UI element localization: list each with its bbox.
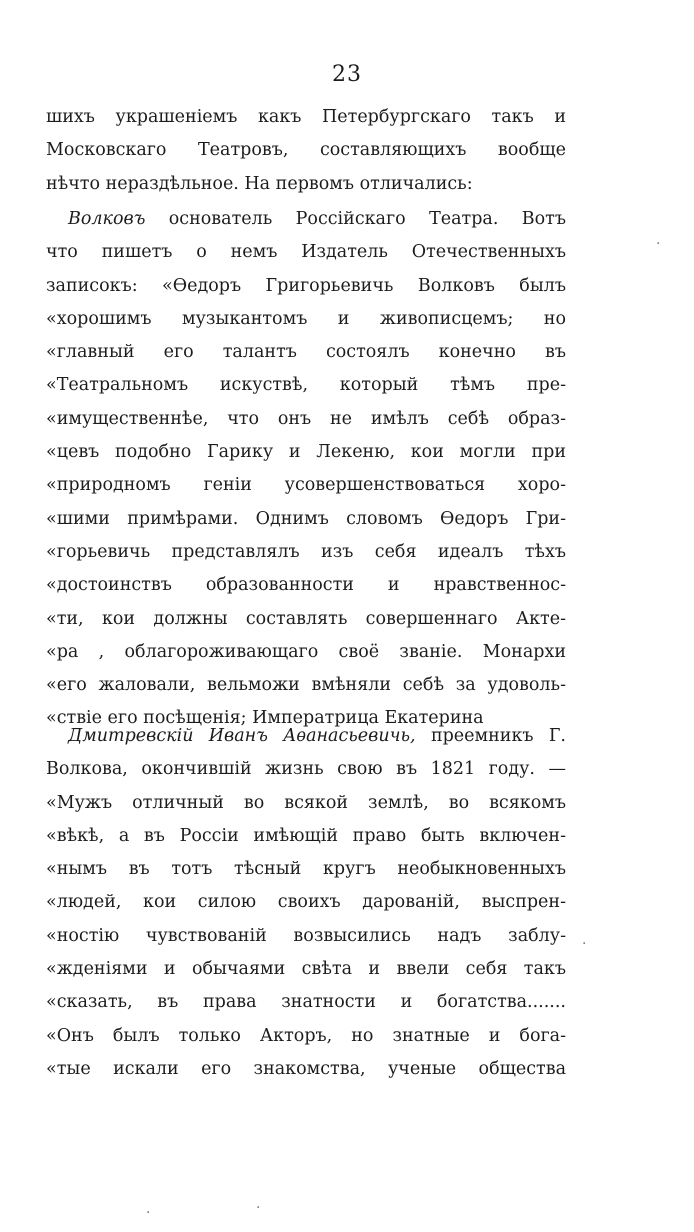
person-name: Дмитревскій Иванъ Аѳанасьевичь, [68,726,416,746]
text-line: нѣчто нераздѣльное. На первомъ отличались: [46,173,473,194]
text-line-first [46,720,566,753]
text-line: «его жаловали, вельможи вмѣняли себѣ за удоволь- [46,675,566,696]
text-line: «природномъ геніи усовершенствоваться хоро- [46,475,566,496]
text-line: «достоинствъ образованности и нравственнос- [46,575,566,596]
text-line: «жденіями и обычаями свѣта и ввели себя такъ [46,959,566,980]
paragraph-volkov [46,203,566,736]
scan-speck: · [256,1200,261,1216]
text-span: основатель Россійскаго Театра. Вотъ [168,209,566,229]
text-line: что пишетъ о немъ Издатель Отечественныхъ [46,242,566,263]
text-line: «тые искали его знакомства, ученые общества [46,1058,566,1079]
scan-speck: · [582,936,587,952]
text-line: «людей, кои силою своихъ дарованій, выспрен- [46,892,566,913]
paragraph-intro [46,101,566,201]
text-line: «ностію чувствованій возвысились надъ заблу- [46,925,566,946]
text-line: «сказать, въ права знатности и богатства....... [46,992,566,1013]
text-line: «имущественнѣе, что онъ не имѣлъ себѣ образ- [46,408,566,429]
text-line: Московскаго Театровъ, составляющихъ вообще [46,140,566,161]
scan-speck: · [146,1205,151,1221]
text-line: «хорошимъ музыкантомъ и живописцемъ; но [46,308,566,329]
text-line: Волкова, окончившій жизнь свою въ 1821 году. — [46,759,566,780]
text-line: «ствіе его посѣщенія; Императрица Екатерина [46,708,484,729]
text-line: «цевъ подобно Гарику и Лекеню, кои могли при [46,442,566,463]
text-line: записокъ: «Ѳедоръ Григорьевичь Волковъ былъ [46,275,566,296]
text-line: «Театральномъ искуствѣ, который тѣмъ пре- [46,375,566,396]
text-line-first [46,203,566,236]
text-line: «Онъ былъ только Акторъ, но знатные и бога- [46,1025,566,1046]
person-name: Волковъ [68,209,146,229]
text-span: преемникъ Г. [430,726,566,746]
scan-speck: · [656,236,661,252]
text-line: «ти, кои должны составлять совершеннаго Акте- [46,608,566,629]
text-line: «нымъ въ тотъ тѣсный кругъ необыкновенныхъ [46,859,566,880]
text-line: «Мужъ отличный во всякой землѣ, во всякомъ [46,792,566,813]
text-line: «вѣкѣ, а въ Россіи имѣющій право быть включен- [46,825,566,846]
text-line: «горьевичь представлялъ изъ себя идеалъ тѣхъ [46,541,566,562]
text-line: «шими примѣрами. Однимъ словомъ Ѳедоръ Гри- [46,508,566,529]
page-number: 23 [332,62,362,87]
text-line: «главный его талантъ состоялъ конечно въ [46,342,566,363]
text-line: шихъ украшеніемъ какъ Петербургскаго такъ и [46,107,566,127]
paragraph-dmitrevsky [46,720,566,1086]
text-line: «ра , облагороживающаго своё званіе. Монархи [46,641,566,662]
